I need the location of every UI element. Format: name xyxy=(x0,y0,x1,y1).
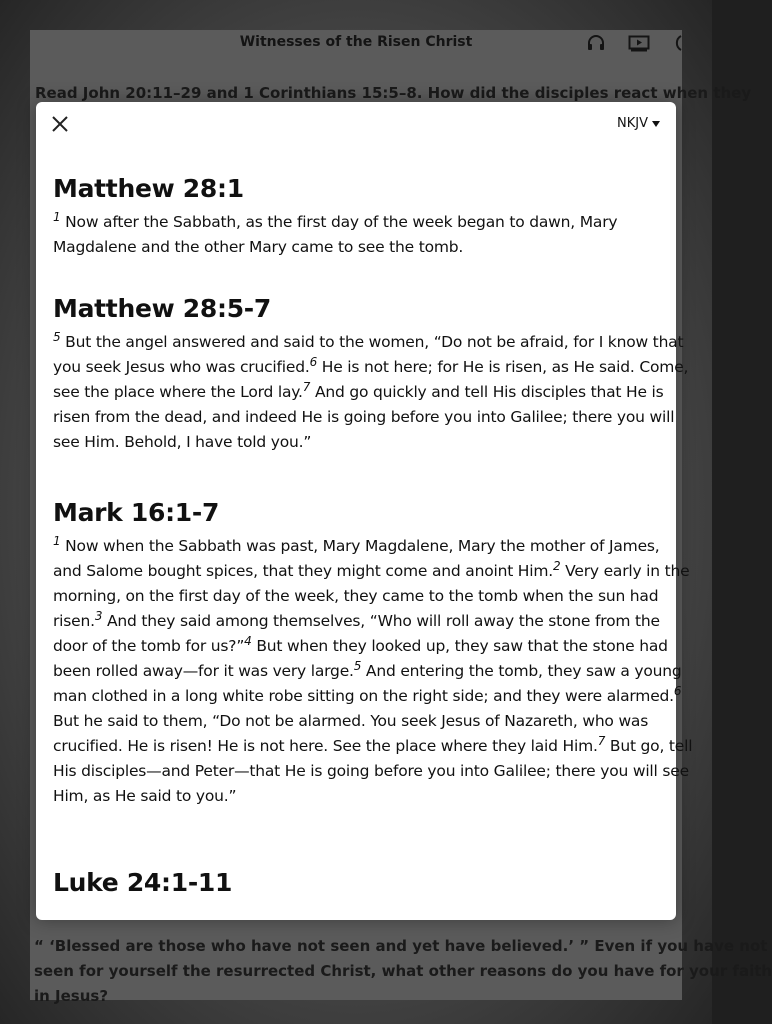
verse-text: But he said to them, “Do not be alarmed. You seek Jesus of Nazareth, who was xyxy=(53,712,649,730)
verse-text: And go quickly and tell His disciples that He is xyxy=(310,383,664,401)
headphones-icon[interactable] xyxy=(586,34,606,52)
passage-line xyxy=(53,380,688,405)
passage-line xyxy=(53,330,688,355)
verse-text: see the place where the Lord lay. xyxy=(53,383,303,401)
verse-number: 4 xyxy=(244,633,252,648)
verse-text: door of the tomb for us?” xyxy=(53,637,245,655)
video-icon[interactable] xyxy=(628,34,648,52)
passage-text xyxy=(53,534,692,809)
caret-down-icon xyxy=(652,121,660,127)
question-line: in Jesus? xyxy=(34,987,109,1005)
verse-number: 3 xyxy=(94,608,103,623)
passage-line xyxy=(53,355,688,380)
verse-text: morning, on the first day of the week, they came to the tomb when the sun had xyxy=(53,587,659,605)
question-line: “ ‘Blessed are those who have not seen and yet have believed.’ ” Even if you have not xyxy=(34,937,768,955)
passage-line xyxy=(53,210,617,235)
passage-line xyxy=(53,559,692,584)
verse-text: Him, as He said to you.” xyxy=(53,787,237,805)
background-header xyxy=(30,30,682,60)
verse-text: He is not here; for He is risen, as He said. Come, xyxy=(317,358,689,376)
verse-text: man clothed in a long white robe sitting on the right side; and they were alarmed. xyxy=(53,687,674,705)
scripture-popup xyxy=(36,102,693,920)
verse-text: been rolled away—for it was very large. xyxy=(53,662,354,680)
passage-line xyxy=(53,534,692,559)
verse-text: But the angel answered and said to the women, “Do not be afraid, for I know that xyxy=(60,333,684,351)
passage-reference-heading: Matthew 28:1 xyxy=(53,174,244,203)
verse-text: you seek Jesus who was crucified. xyxy=(53,358,310,376)
verse-text: Now after the Sabbath, as the first day of the week began to dawn, Mary xyxy=(60,213,618,231)
verse-number: 6 xyxy=(309,354,318,369)
verse-text: Now when the Sabbath was past, Mary Magdalene, Mary the mother of James, xyxy=(60,537,660,555)
verse-number: 1 xyxy=(53,533,61,548)
verse-text: and Salome bought spices, that they might come and anoint Him. xyxy=(53,562,553,580)
passage-line xyxy=(53,430,688,455)
verse-number: 1 xyxy=(53,209,61,224)
passage-line xyxy=(53,405,688,430)
passage-line xyxy=(53,659,692,684)
question-text-bottom xyxy=(34,934,772,1009)
passage-text xyxy=(53,210,617,260)
verse-text: And they said among themselves, “Who will roll away the stone from the xyxy=(102,612,660,630)
verse-text: But when they looked up, they saw that the stone had xyxy=(251,637,668,655)
passage-reference-heading: Mark 16:1-7 xyxy=(53,498,220,527)
lesson-title: Witnesses of the Risen Christ xyxy=(239,34,473,50)
passage-line xyxy=(53,634,692,659)
verse-text: His disciples—and Peter—that He is going before you into Galilee; there you will see xyxy=(53,762,689,780)
passage-line xyxy=(53,734,692,759)
verse-number: 7 xyxy=(597,733,606,748)
verse-text: risen from the dead, and indeed He is going before you into Galilee; there you will xyxy=(53,408,675,426)
passage-line xyxy=(53,709,692,734)
popup-toolbar xyxy=(36,102,676,146)
close-icon xyxy=(50,114,70,134)
passage-line xyxy=(53,609,692,634)
verse-number: 5 xyxy=(353,658,362,673)
question-text-top: Read John 20:11–29 and 1 Corinthians 15:5–8. How did the disciples react when they xyxy=(35,84,752,102)
verse-text: Very early in the xyxy=(560,562,690,580)
verse-number: 7 xyxy=(302,379,311,394)
question-line: seen for yourself the resurrected Christ, what other reasons do you have for your faith xyxy=(34,962,772,980)
passage-line xyxy=(53,684,692,709)
verse-number: 5 xyxy=(53,329,61,344)
passage-text xyxy=(53,330,688,455)
passage-reference-heading: Luke 24:1-11 xyxy=(53,868,233,897)
passage-line xyxy=(53,584,692,609)
verse-number: 6 xyxy=(673,683,682,698)
bible-version-dropdown[interactable] xyxy=(617,116,660,131)
verse-number: 2 xyxy=(553,558,561,573)
close-button[interactable] xyxy=(50,114,70,134)
passage-line xyxy=(53,235,617,260)
verse-text: But go, tell xyxy=(605,737,693,755)
bible-version-label: NKJV xyxy=(617,116,648,131)
passage-line xyxy=(53,784,692,809)
verse-text: crucified. He is risen! He is not here. See the place where they laid Him. xyxy=(53,737,598,755)
more-icon[interactable] xyxy=(672,34,692,52)
verse-text: see Him. Behold, I have told you.” xyxy=(53,433,312,451)
verse-text: risen. xyxy=(53,612,95,630)
verse-text: Magdalene and the other Mary came to see the tomb. xyxy=(53,238,464,256)
passage-reference-heading: Matthew 28:5-7 xyxy=(53,294,271,323)
passage-line xyxy=(53,759,692,784)
verse-text: And entering the tomb, they saw a young xyxy=(361,662,682,680)
